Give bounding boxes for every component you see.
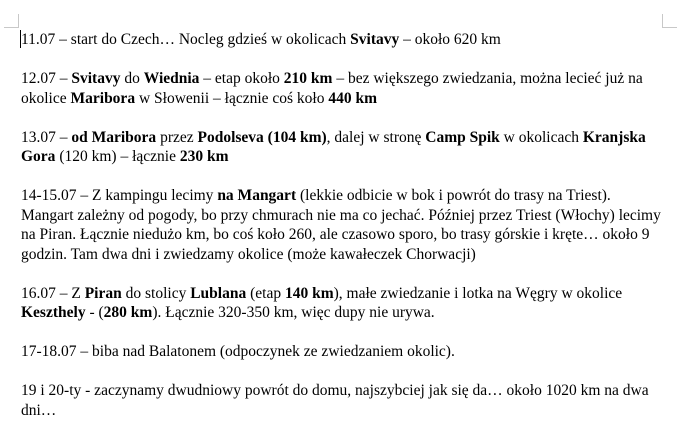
document-body[interactable] <box>21 30 666 440</box>
text-run: w Słowenii – łącznie coś koło <box>135 89 329 107</box>
crop-mark-top-left-vertical <box>18 14 19 28</box>
text-run: 12.07 – <box>21 70 72 87</box>
paragraph[interactable] <box>21 69 666 108</box>
bold-text: Lublana <box>190 284 247 302</box>
text-run: (120 km) – łącznie <box>55 148 180 165</box>
paragraph[interactable] <box>21 342 666 362</box>
text-run: ). Łącznie 320-350 km, więc dupy nie urywa. <box>152 304 435 321</box>
crop-mark-top-left-horizontal <box>4 27 18 28</box>
bold-text: 280 km <box>103 304 153 321</box>
text-run: (lekkie odbicie w bok i powrót do trasy na Triest). Mangart zależny od pogody, bo przy chmurach nie ma co jechać. Później przez Triest (Włochy) lecimy na Piran. Łącznie niedużo km, bo coś koło 260, ale czasowo sporo, bo trasy górskie i kręte… około 9 godzin. Tam dwa dni i zwiedzamy okolice (może kawałeczek Chorwacji) <box>21 187 661 263</box>
text-run: (etap <box>246 284 285 302</box>
text-run: do <box>120 70 144 87</box>
bold-text: od Maribora <box>71 128 157 146</box>
bold-text: na Mangart <box>217 187 297 204</box>
bold-text: Svitavy <box>71 70 121 87</box>
bold-text: Maribora <box>70 89 136 107</box>
text-run: 17-18.07 – biba nad Balatonem (odpoczynek ze zwiedzaniem okolic). <box>21 343 455 360</box>
bold-text: Podolseva (104 km) <box>197 128 327 146</box>
bold-text: Kranjska Gora <box>21 128 646 165</box>
text-run: 16.07 – Z <box>21 284 85 302</box>
text-run: przez <box>156 128 198 146</box>
text-run: 14-15.07 – Z kampingu lecimy <box>21 187 218 204</box>
paragraph[interactable] <box>21 284 666 323</box>
text-run: ), małe zwiedzanie i lotka na Węgry w okolice <box>333 284 623 302</box>
text-run: – etap około <box>199 70 284 87</box>
bold-text: Svitavy <box>350 31 400 48</box>
bold-text: Wiednia <box>143 70 200 87</box>
paragraph[interactable] <box>21 30 666 50</box>
bold-text: 440 km <box>328 89 378 107</box>
text-run: 11.07 – start do Czech… Nocleg gdzieś w okolicach <box>21 31 351 48</box>
bold-text: Keszthely <box>21 304 86 321</box>
crop-mark-top-right-vertical <box>662 14 663 28</box>
text-run: , dalej w stronę <box>326 128 426 146</box>
text-run: – bez większego zwiedzania, można lecieć już na okolice <box>21 70 643 107</box>
text-run: - ( <box>85 304 104 321</box>
text-run: 19 i 20-ty - zaczynamy dwudniowy powrót do domu, najszybciej jak się da… około 1020 km na dwa dni… <box>21 382 649 419</box>
text-run: 13.07 – <box>21 128 72 146</box>
bold-text: 230 km <box>179 148 229 165</box>
bold-text: 140 km <box>284 284 334 302</box>
text-run: – około 620 km <box>399 31 501 48</box>
bold-text: Camp Spik <box>425 128 500 146</box>
text-run: do stolicy <box>121 284 191 302</box>
paragraph[interactable] <box>21 381 666 420</box>
bold-text: 210 km <box>283 70 333 87</box>
paragraph[interactable] <box>21 186 666 264</box>
crop-mark-top-right-horizontal <box>663 27 677 28</box>
bold-text: Piran <box>84 284 122 302</box>
text-run: w okolicach <box>499 128 583 146</box>
paragraph[interactable] <box>21 128 666 167</box>
